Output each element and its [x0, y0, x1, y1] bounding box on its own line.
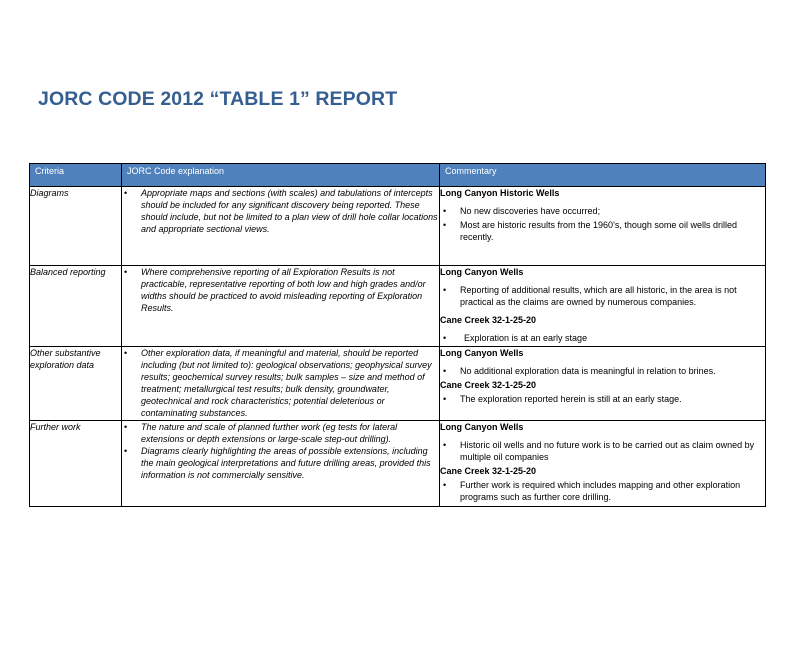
commentary-bullet: • Reporting of additional results, which are all historic, in the area is not practical as the claims are owned by numerous companies. [440, 284, 765, 308]
commentary-bullet: • The exploration reported herein is still at an early stage. [440, 393, 765, 405]
explanation-bullet: • Other exploration data, if meaningful and material, should be reported including (but not limited to): geological observations; geophysical survey results; geochemical survey results; bulk samples – size and method of treatment; metallurgical test results; bulk density, groundwater, geotechnical and rock characteristics; potential deleterious or contaminating substances. [122, 347, 439, 419]
commentary-cell [440, 347, 766, 421]
jorc-table [29, 163, 766, 507]
table-row-balanced-reporting [30, 266, 766, 347]
commentary-bullet: • No additional exploration data is meaningful in relation to brines. [440, 365, 765, 377]
site-heading: Long Canyon Wells [440, 422, 524, 432]
column-header-criteria: Criteria [30, 164, 122, 187]
report-title: JORC CODE 2012 “TABLE 1” REPORT [38, 88, 398, 110]
site-heading: Long Canyon Wells [440, 348, 524, 358]
commentary-bullet: • Exploration is at an early stage [440, 332, 765, 344]
site-heading: Long Canyon Historic Wells [440, 188, 560, 198]
commentary-bullet: • Historic oil wells and no future work is to be carried out as claim owned by multiple oil companies [440, 439, 765, 463]
explanation-bullet: • The nature and scale of planned further work (eg tests for lateral extensions or depth extensions or large-scale step-out drilling). [122, 421, 439, 445]
commentary-bullet: • Most are historic results from the 1960’s, though some oil wells drilled recently. [440, 219, 765, 243]
explanation-cell [122, 187, 440, 266]
explanation-bullet: • Where comprehensive reporting of all Exploration Results is not practicable, representative reporting of both low and high grades and/or widths should be practiced to avoid misleading reporting of Exploration Results. [122, 266, 439, 314]
column-header-explanation: JORC Code explanation [122, 164, 440, 187]
commentary-bullet: • No new discoveries have occurred; [440, 205, 765, 217]
table-row-other-exploration-data [30, 347, 766, 421]
commentary-cell [440, 421, 766, 507]
table-row-diagrams [30, 187, 766, 266]
column-header-commentary: Commentary [440, 164, 766, 187]
explanation-cell [122, 347, 440, 421]
criteria-cell [30, 421, 122, 507]
explanation-cell [122, 421, 440, 507]
explanation-bullet: • Appropriate maps and sections (with scales) and tabulations of intercepts should be included for any significant discovery being reported. These should include, but not be limited to a plan view of drill hole collar locations and appropriate sectional views. [122, 187, 439, 235]
criteria-cell [30, 347, 122, 421]
site-heading: Long Canyon Wells [440, 267, 524, 277]
site-heading: Cane Creek 32-1-25-20 [440, 315, 537, 325]
criteria-label: Further work [30, 422, 81, 432]
criteria-label: Other substantive exploration data [30, 348, 101, 370]
criteria-cell [30, 187, 122, 266]
explanation-cell [122, 266, 440, 347]
criteria-cell [30, 266, 122, 347]
criteria-label: Balanced reporting [30, 267, 106, 277]
site-heading: Cane Creek 32-1-25-20 [440, 466, 537, 476]
table-row-further-work [30, 421, 766, 507]
site-heading: Cane Creek 32-1-25-20 [440, 380, 537, 390]
commentary-bullet: • Further work is required which includes mapping and other exploration programs such as further core drilling. [440, 479, 765, 503]
table-header-row [30, 164, 766, 187]
explanation-bullet: • Diagrams clearly highlighting the areas of possible extensions, including the main geological interpretations and future drilling areas, provided this information is not commercially sensitive. [122, 445, 439, 481]
commentary-cell [440, 187, 766, 266]
criteria-label: Diagrams [30, 188, 69, 198]
commentary-cell [440, 266, 766, 347]
